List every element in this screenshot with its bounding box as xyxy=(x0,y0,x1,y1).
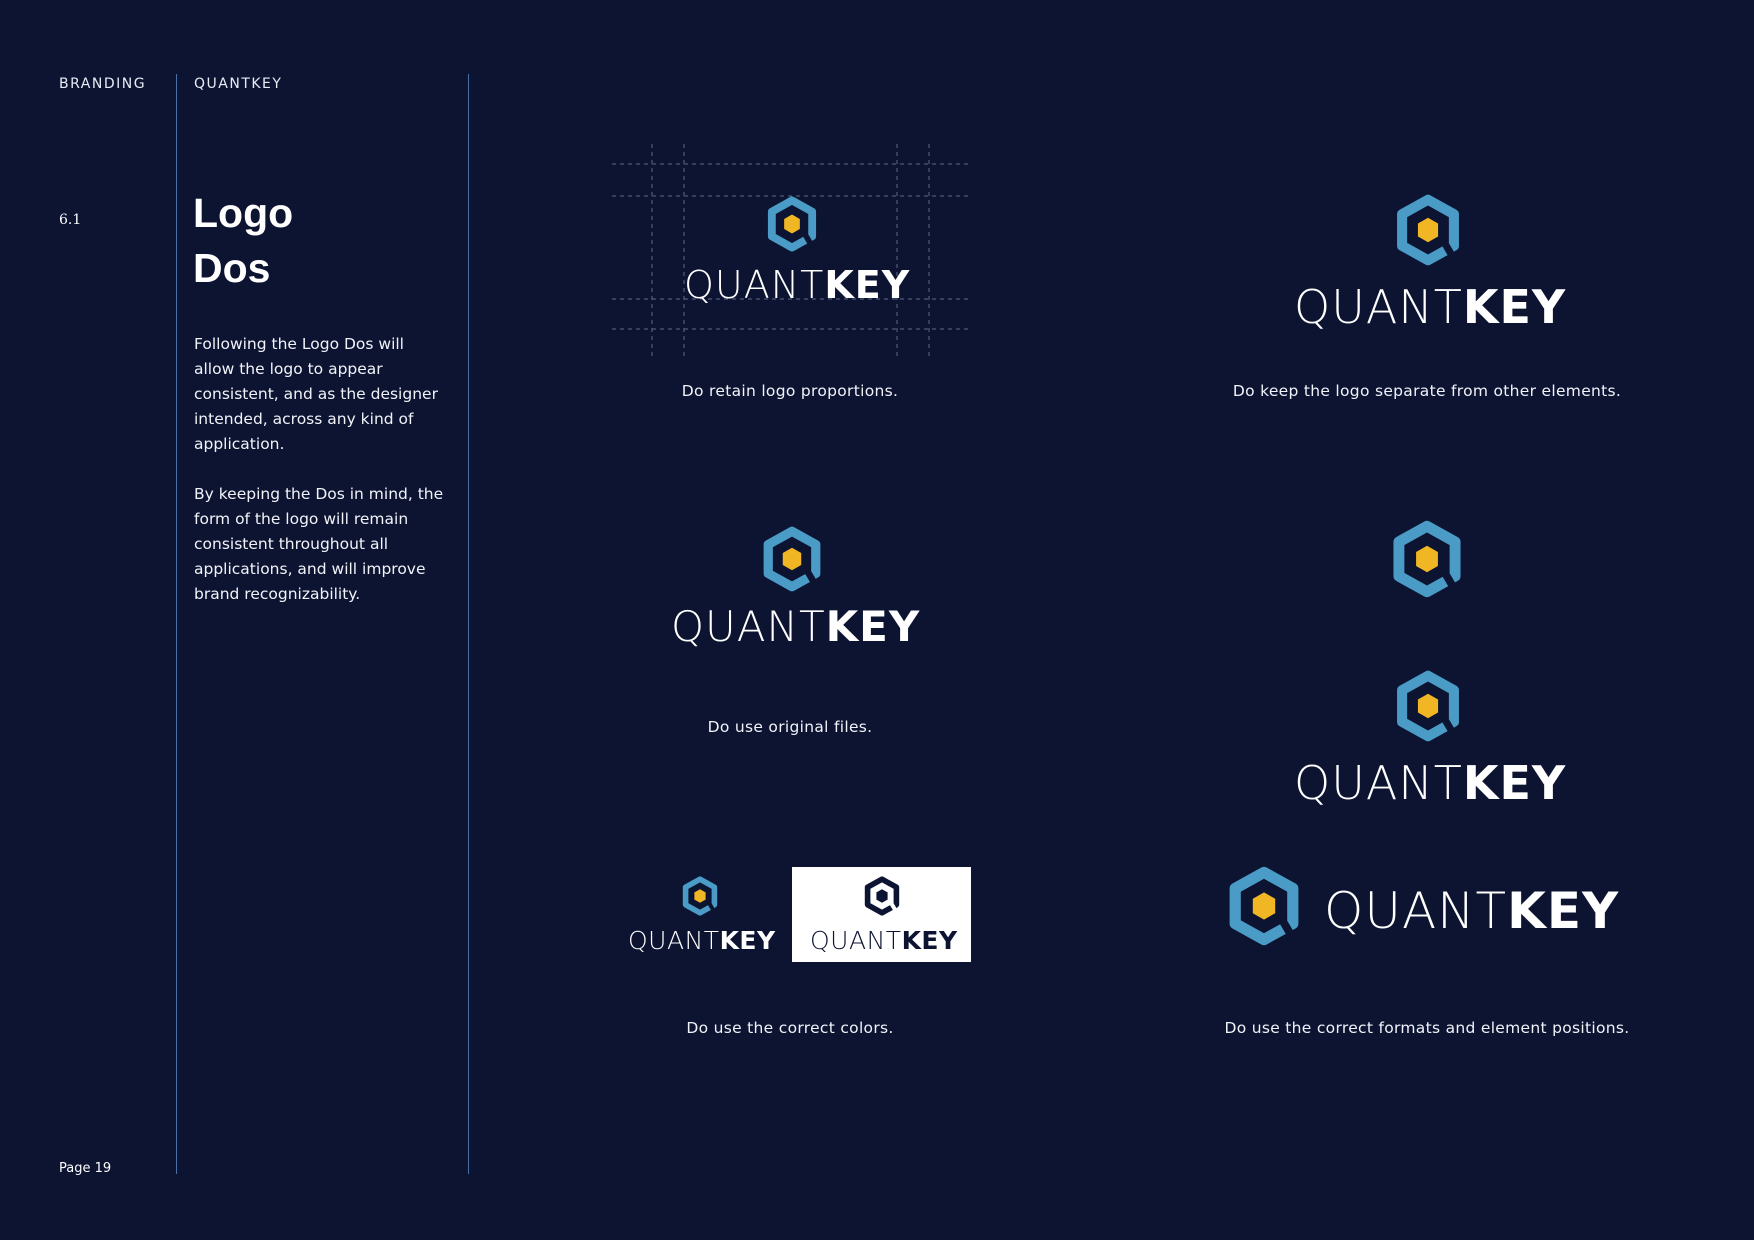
section-number: 6.1 xyxy=(59,212,82,228)
wordmark-light: QUANT xyxy=(810,926,902,955)
caption-original: Do use original files. xyxy=(707,718,873,736)
wordmark-bold: KEY xyxy=(825,602,921,651)
dos-paragraph: By keeping the Dos in mind, the form of the logo will remain consistent throughout all applications, and will improve brand recognizability. xyxy=(194,485,444,603)
wordmark-bold: KEY xyxy=(901,926,958,955)
page-title xyxy=(193,186,293,296)
logo-wordmark xyxy=(1294,280,1567,334)
wordmark-bold: KEY xyxy=(1507,882,1620,940)
wordmark-light: QUANT xyxy=(671,602,826,651)
hexagon-logo-icon xyxy=(680,876,720,916)
logo-wordmark xyxy=(1294,756,1567,810)
logo-wordmark xyxy=(671,602,921,651)
caption-colors: Do use the correct colors. xyxy=(686,1019,894,1037)
wordmark-light: QUANT xyxy=(684,263,825,307)
wordmark-light: QUANT xyxy=(1294,280,1463,334)
wordmark-bold: KEY xyxy=(824,263,911,307)
hexagon-logo-icon xyxy=(1224,866,1304,946)
hexagon-logo-icon xyxy=(1392,670,1464,742)
header-brand-label: QUANTKEY xyxy=(194,76,283,92)
page-number: Page 19 xyxy=(59,1161,112,1176)
wordmark-light: QUANT xyxy=(628,926,720,955)
left-divider xyxy=(176,74,177,1174)
page-title-line1: Logo xyxy=(193,190,294,236)
hexagon-logo-icon xyxy=(1388,520,1466,598)
wordmark-light: QUANT xyxy=(1294,756,1463,810)
hexagon-logo-icon xyxy=(764,196,820,252)
caption-formats: Do use the correct formats and element positions. xyxy=(1224,1019,1630,1037)
wordmark-bold: KEY xyxy=(719,926,776,955)
page-title-line2: Dos xyxy=(193,245,271,291)
header-section-label: BRANDING xyxy=(59,76,147,92)
caption-proportions: Do retain logo proportions. xyxy=(681,382,899,400)
logo-wordmark xyxy=(1324,882,1620,940)
hexagon-logo-icon xyxy=(1392,194,1464,266)
caption-separate: Do keep the logo separate from other elements. xyxy=(1232,382,1622,400)
logo-wordmark xyxy=(810,928,958,953)
logo-wordmark xyxy=(628,928,776,953)
hexagon-logo-icon xyxy=(862,876,902,916)
wordmark-bold: KEY xyxy=(1462,280,1567,334)
logo-wordmark xyxy=(684,263,911,307)
intro-paragraph: Following the Logo Dos will allow the logo to appear consistent, and as the designer intended, across any kind of application. xyxy=(194,335,438,453)
wordmark-bold: KEY xyxy=(1462,756,1567,810)
hexagon-logo-icon xyxy=(759,526,825,592)
wordmark-light: QUANT xyxy=(1324,882,1508,940)
right-divider xyxy=(468,74,469,1174)
